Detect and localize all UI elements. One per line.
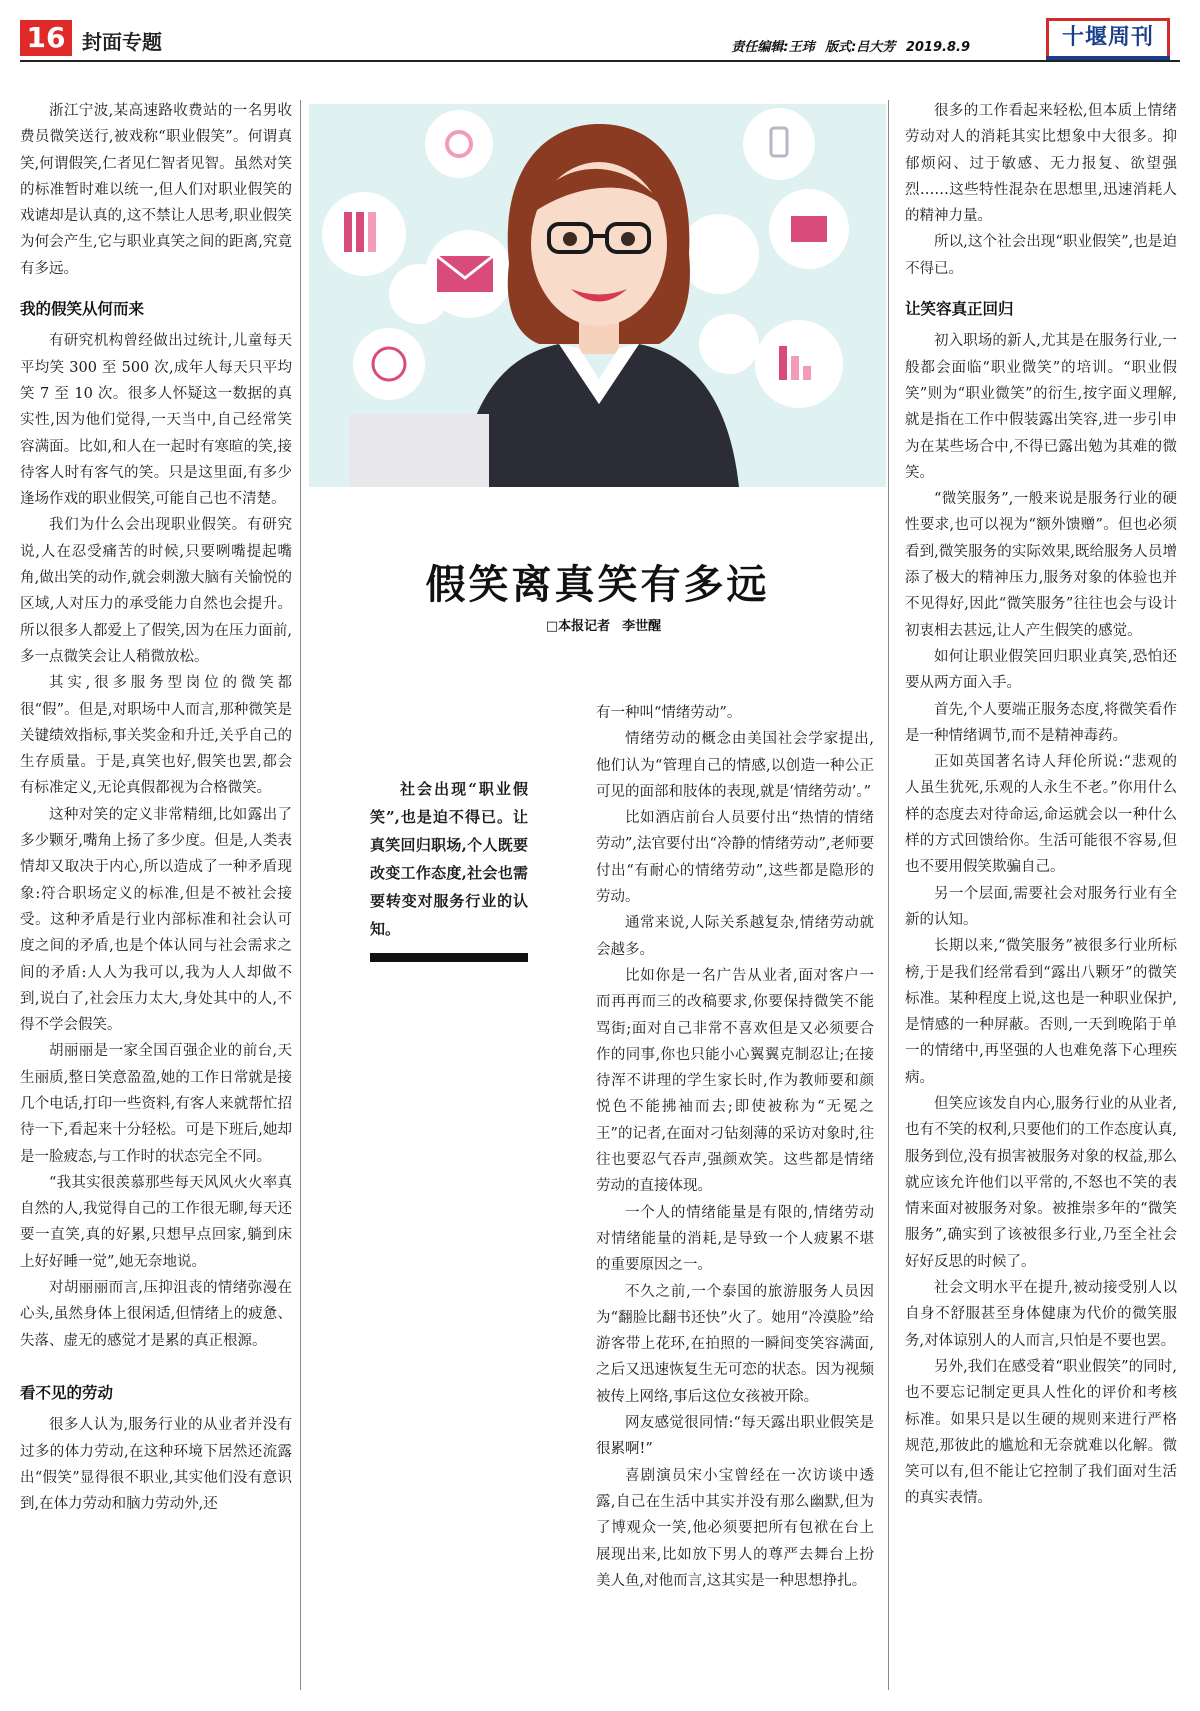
paragraph: 很多的工作看起来轻松,但本质上情绪劳动对人的消耗其实比想象中大很多。抑郁烦闷、过于敏感、无力报复、欲望强烈……这些特性混杂在思想里,迅速消耗人的精神力量。 xyxy=(905,103,1177,225)
paragraph: 很多人认为,服务行业的从业者并没有过多的体力劳动,在这种环境下居然还流露出“假笑”显得很不职业,其实他们没有意识到,在体力劳动和脑力劳动外,还 xyxy=(20,1417,292,1513)
paragraph: 网友感觉很同情:“每天露出职业假笑是很累啊!” xyxy=(596,1415,874,1458)
paragraph: 有研究机构曾经做出过统计,儿童每天平均笑 300 至 500 次,成年人每天只平均笑 7 至 10 次。很多人怀疑这一数据的真实性,因为他们觉得,一天当中,自己经常笑容满面。比如,和人在一起时有寒暄的笑,接待客人时有客气的笑。只是这里面,有多少逢场作戏的职业假笑,可能自己也不清楚。 xyxy=(20,333,292,508)
paragraph: 一个人的情绪能量是有限的,情绪劳动对情绪能量的消耗,是导致一个人疲累不堪的重要原因之一。 xyxy=(596,1204,874,1274)
paragraph: 长期以来,“微笑服务”被很多行业所标榜,于是我们经常看到“露出八颗牙”的微笑标准。某种程度上说,这也是一种职业保护,是情感的一种屏蔽。否则,一天到晚陷于单一的情绪中,再坚强的人也难免落下心理疾病。 xyxy=(905,938,1177,1086)
column-divider xyxy=(888,100,889,1690)
section-label: 封面专题 xyxy=(82,30,162,54)
paragraph: 社会文明水平在提升,被动接受别人以自身不舒服甚至身体健康为代价的微笑服务,对体谅别人的人而言,只怕是不要也罢。 xyxy=(905,1280,1177,1349)
paragraph: “我其实很羡慕那些每天风风火火率真自然的人,我觉得自己的工作很无聊,每天还要一直笑,真的好累,只想早点回家,躺到床上好好睡一觉”,她无奈地说。 xyxy=(20,1174,292,1270)
masthead-logo: 十堰周刊 xyxy=(1046,18,1170,60)
paragraph: 如何让职业假笑回归职业真笑,恐怕还要从两方面入手。 xyxy=(905,648,1177,692)
paragraph: 正如英国著名诗人拜伦所说:“悲观的人虽生犹死,乐观的人永生不老。”你用什么样的态度去对待命运,命运就会以一种什么样的方式回馈给你。生活可能很不容易,但也不要用假笑欺骗自己。 xyxy=(905,754,1177,876)
paragraph: 其实,很多服务型岗位的微笑都很“假”。但是,对职场中人而言,那种微笑是关键绩效指标,事关奖金和升迁,关乎自己的生存质量。于是,真笑也好,假笑也罢,都会有标准定义,无论真假都视为合格微笑。 xyxy=(20,675,292,797)
intro-paragraph: 浙江宁波,某高速路收费站的一名男收费员微笑送行,被戏称“职业假笑”。何谓真笑,何谓假笑,仁者见仁智者见智。虽然对笑的标准暂时难以统一,但人们对职业假笑的戏谑却是认真的,这不禁让人思考,职业假笑为何会产生,它与职业真笑之间的距离,究竟有多远。 xyxy=(20,103,292,277)
page-header xyxy=(20,18,1170,60)
paragraph: 情绪劳动的概念由美国社会学家提出,他们认为“管理自己的情感,以创造一种公正可见的面部和肢体的表现,就是‘情绪劳动’。” xyxy=(596,731,874,800)
paragraph: 胡丽丽是一家全国百强企业的前台,天生丽质,整日笑意盈盈,她的工作日常就是接几个电话,打印一些资料,有客人来就帮忙招待一下,看起来十分轻松。可是下班后,她却是一脸疲态,与工作时的状态完全不同。 xyxy=(20,1043,292,1165)
pull-quote: 社会出现“职业假笑”,也是迫不得已。让真笑回归职场,个人既要改变工作态度,社会也需要转变对服务行业的认知。 xyxy=(370,780,528,938)
article-column-3 xyxy=(596,700,874,1594)
paragraph: 比如你是一名广告从业者,面对客户一而再再而三的改稿要求,你要保持微笑不能骂街;面对自己非常不喜欢但是又必须要合作的同事,你也只能小心翼翼克制忍让;在接待浑不讲理的学生家长时,作为教师要和颜悦色不能拂袖而去;即使被称为“无冕之王”的记者,在面对刁钻刻薄的采访对象时,往往也要忍气吞声,强颜欢笑。这些都是情绪劳动的直接体现。 xyxy=(596,967,874,1195)
paragraph: “微笑服务”,一般来说是服务行业的硬性要求,也可以视为“额外馈赠”。但也必须看到,微笑服务的实际效果,既给服务人员增添了极大的精神压力,服务对象的体验也并不见得好,因此“微笑服务”往往也会与设计初衷相去甚远,让人产生假笑的感觉。 xyxy=(905,491,1177,639)
paragraph: 比如酒店前台人员要付出“热情的情绪劳动”,法官要付出“冷静的情绪劳动”,老师要付出“有耐心的情绪劳动”,这些都是隐形的劳动。 xyxy=(596,810,874,906)
paragraph: 喜剧演员宋小宝曾经在一次访谈中透露,自己在生活中其实并没有那么幽默,但为了博观众一笑,他必须要把所有包袱在台上展现出来,比如放下男人的尊严去舞台上扮美人鱼,对他而言,这其实是一种思想挣扎。 xyxy=(596,1467,874,1589)
article-column-4 xyxy=(905,98,1177,1512)
paragraph: 初入职场的新人,尤其是在服务行业,一般都会面临“职业微笑”的培训。“职业假笑”则为“职业微笑”的衍生,按字面义理解,就是指在工作中假装露出笑容,进一步引申为在某些场合中,不得已露出勉为其难的微笑。 xyxy=(905,333,1177,481)
paragraph: 我们为什么会出现职业假笑。有研究说,人在忍受痛苦的时候,只要咧嘴提起嘴角,做出笑的动作,就会刺激大脑有关愉悦的区域,人对压力的承受能力自然也会提升。所以很多人都爱上了假笑,因为在压力面前,多一点微笑会让人稍微放松。 xyxy=(20,517,292,665)
editor-credits xyxy=(725,36,970,55)
header-rule xyxy=(20,60,1180,62)
byline-name: 李世醒 xyxy=(622,619,662,634)
column-divider xyxy=(300,100,301,1690)
paragraph: 另一个层面,需要社会对服务行业有全新的认知。 xyxy=(905,885,1177,928)
paragraph: 所以,这个社会出现“职业假笑”,也是迫不得已。 xyxy=(905,234,1177,277)
paragraph: 另外,我们在感受着“职业假笑”的同时,也不要忘记制定更具人性化的评价和考核标准。如果只是以生硬的规则来进行严格规范,那彼此的尴尬和无奈就难以化解。微笑可以有,但不能让它控制了我们面对生活的真实表情。 xyxy=(905,1358,1177,1507)
paragraph: 这种对笑的定义非常精细,比如露出了多少颗牙,嘴角上扬了多少度。但是,人类表情却又取决于内心,所以造成了一种矛盾现象:符合职场定义的标准,但是不被社会接受。这种矛盾是行业内部标准和社会认可度之间的矛盾,也是个体认同与社会需求之间的矛盾:人人为我可以,我为人人却做不到,说白了,社会压力太大,身处其中的人,不得不学会假笑。 xyxy=(20,806,292,1034)
cover-illustration xyxy=(309,104,886,487)
pull-quote-bar xyxy=(370,953,528,962)
paragraph: 通常来说,人际关系越复杂,情绪劳动就会越多。 xyxy=(596,915,874,958)
editor: 责任编辑:王玮 xyxy=(731,40,815,55)
paragraph: 但笑应该发自内心,服务行业的从业者,也有不笑的权利,只要他们的工作态度认真,服务到位,没有损害被服务对象的权益,那么就应该允许他们以平常的,不怒也不笑的表情来面对被服务对象。被推崇多年的“微笑服务”,确实到了该被很多行业,乃至全社会好好反思的时候了。 xyxy=(905,1095,1177,1270)
subheading-2: 看不见的劳动 xyxy=(20,1383,114,1402)
issue-date: 2019.8.9 xyxy=(905,40,970,55)
byline-prefix: □本报记者 xyxy=(545,619,611,634)
paragraph: 不久之前,一个泰国的旅游服务人员因为“翻脸比翻书还快”火了。她用“冷漠脸”给游客带上花环,在拍照的一瞬间变笑容满面,之后又迅速恢复生无可恋的状态。因为视频被传上网络,事后这位女孩被开除。 xyxy=(596,1283,874,1405)
article-column-1 xyxy=(20,98,292,1517)
byline xyxy=(309,615,886,634)
paragraph: 首先,个人要端正服务态度,将微笑看作是一种情绪调节,而不是精神毒药。 xyxy=(905,701,1177,744)
layout-designer: 版式:吕大芳 xyxy=(825,40,896,55)
subheading-3: 让笑容真正回归 xyxy=(905,300,1014,319)
paragraph: 有一种叫“情绪劳动”。 xyxy=(596,705,742,721)
subheading-1: 我的假笑从何而来 xyxy=(20,300,145,319)
paragraph: 对胡丽丽而言,压抑沮丧的情绪弥漫在心头,虽然身体上很闲适,但情绪上的疲惫、失落、虚无的感觉才是累的真正根源。 xyxy=(20,1280,292,1349)
page-number: 16 xyxy=(20,20,72,56)
headline: 假笑离真笑有多远 xyxy=(425,561,770,608)
